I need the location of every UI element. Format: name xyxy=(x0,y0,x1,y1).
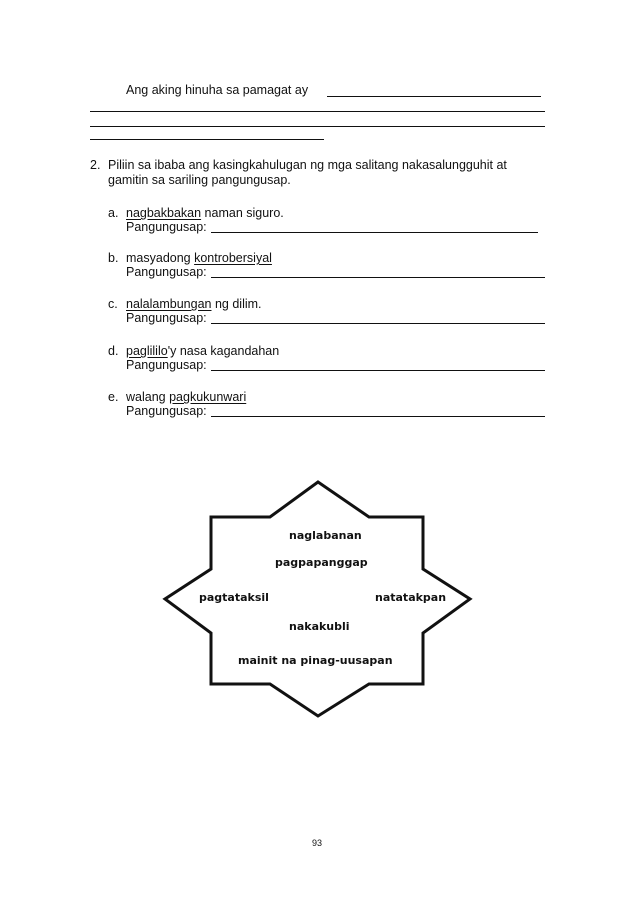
underlined-word: nagbakbakan xyxy=(126,206,202,220)
item-sentence: nagbakbakan naman siguro. xyxy=(126,206,284,220)
word-bank-item: naglabanan xyxy=(289,529,362,542)
word-bank-item: mainit na pinag-uusapan xyxy=(238,654,393,667)
word-bank-item: pagtataksil xyxy=(199,591,269,604)
pangungusap-label: Pangungusap: xyxy=(126,404,207,418)
underlined-word: nalalambungan xyxy=(126,297,212,311)
item-letter: b. xyxy=(108,251,119,265)
item-sentence: nalalambungan ng dilim. xyxy=(126,297,262,311)
item-letter: c. xyxy=(108,297,118,311)
item-sentence: paglililo'y nasa kagandahan xyxy=(126,344,280,358)
item-letter: d. xyxy=(108,344,119,358)
item-sentence: masyadong kontrobersiyal xyxy=(126,251,272,265)
item-letter: e. xyxy=(108,390,119,404)
question-number: 2. xyxy=(90,158,101,172)
word-bank-item: pagpapanggap xyxy=(275,556,368,569)
item-sentence: walang pagkukunwari xyxy=(126,390,247,404)
question-text-line1: Piliin sa ibaba ang kasingkahulugan ng mga salitang nakasalungguhit at xyxy=(108,158,507,172)
pangungusap-label: Pangungusap: xyxy=(126,311,207,325)
pangungusap-label: Pangungusap: xyxy=(126,220,207,234)
item-letter: a. xyxy=(108,206,119,220)
underlined-word: paglililo xyxy=(126,344,168,358)
word-bank-item: natatakpan xyxy=(375,591,447,604)
word-bank-item: nakakubli xyxy=(289,620,350,633)
pangungusap-label: Pangungusap: xyxy=(126,358,207,372)
hinuha-prompt: Ang aking hinuha sa pamagat ay xyxy=(126,83,309,97)
question-text-line2: gamitin sa sariling pangungusap. xyxy=(108,173,291,187)
pangungusap-label: Pangungusap: xyxy=(126,265,207,279)
underlined-word: pagkukunwari xyxy=(169,390,247,404)
underlined-word: kontrobersiyal xyxy=(194,251,272,265)
page-number: 93 xyxy=(312,838,323,848)
